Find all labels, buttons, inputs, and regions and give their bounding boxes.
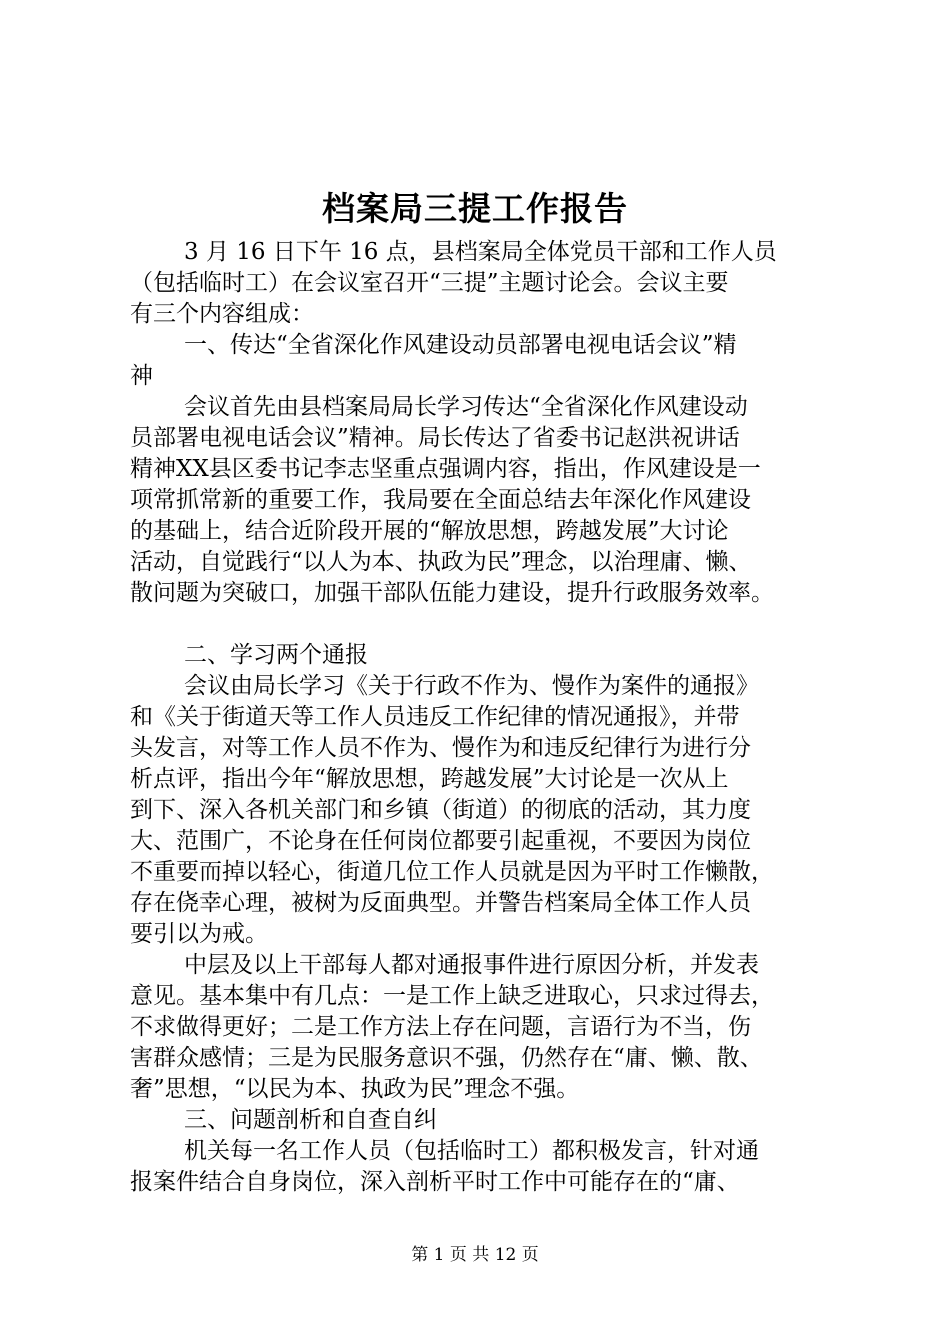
text-line: 要引以为戒。 xyxy=(130,921,268,947)
text-line: 三、问题剖析和自查自纠 xyxy=(184,1107,437,1133)
text-line: 有三个内容组成： xyxy=(130,301,314,327)
text-line: 不重要而掉以轻心，街道几位工作人员就是因为平时工作懒散， xyxy=(130,859,774,885)
text-line: 害群众感情；三是为民服务意识不强，仍然存在“庸、懒、散、 xyxy=(130,1045,763,1071)
text-line: 意见。基本集中有几点：一是工作上缺乏进取心，只求过得去， xyxy=(130,983,774,1009)
text-line: 项常抓常新的重要工作，我局要在全面总结去年深化作风建设 xyxy=(130,487,751,513)
text-line: 不求做得更好；二是工作方法上存在问题，言语行为不当，伤 xyxy=(130,1014,751,1040)
text-line: 3 月 16 日下午 16 点，县档案局全体党员干部和工作人员 xyxy=(184,239,777,265)
text-line: 精神XX县区委书记李志坚重点强调内容，指出，作风建设是一 xyxy=(130,456,761,482)
text-line: 活动，自觉践行“以人为本、执政为民”理念，以治理庸、懒、 xyxy=(130,549,752,575)
text-line: 析点评，指出今年“解放思想，跨越发展”大讨论是一次从上 xyxy=(130,766,729,792)
page-footer: 第 1 页 共 12 页 xyxy=(411,1245,539,1265)
blank-line xyxy=(130,609,830,640)
document-title: 档案局三提工作报告 xyxy=(322,189,628,228)
document-body xyxy=(130,237,830,1198)
text-line: 奢”思想，“以民为本、执政为民”理念不强。 xyxy=(130,1076,580,1102)
text-line: 一、传达“全省深化作风建设动员部署电视电话会议”精 xyxy=(184,332,737,358)
text-line: 中层及以上干部每人都对通报事件进行原因分析，并发表 xyxy=(184,952,759,978)
text-line: 会议由局长学习《关于行政不作为、慢作为案件的通报》 xyxy=(184,673,759,699)
text-line: 散问题为突破口，加强干部队伍能力建设，提升行政服务效率。 xyxy=(130,580,774,606)
text-line: 大、范围广，不论身在任何岗位都要引起重视，不要因为岗位 xyxy=(130,828,751,854)
text-line: 机关每一名工作人员（包括临时工）都积极发言，针对通 xyxy=(184,1138,759,1164)
text-line: 会议首先由县档案局局长学习传达“全省深化作风建设动 xyxy=(184,394,748,420)
text-line: 和《关于街道天等工作人员违反工作纪律的情况通报》，并带 xyxy=(130,704,740,730)
text-line: 头发言，对等工作人员不作为、慢作为和违反纪律行为进行分 xyxy=(130,735,751,761)
text-line: 到下、深入各机关部门和乡镇（街道）的彻底的活动，其力度 xyxy=(130,797,751,823)
text-line: （包括临时工）在会议室召开“三提”主题讨论会。会议主要 xyxy=(130,270,729,296)
text-line: 的基础上，结合近阶段开展的“解放思想，跨越发展”大讨论 xyxy=(130,518,729,544)
text-line: 存在侥幸心理，被树为反面典型。并警告档案局全体工作人员 xyxy=(130,890,751,916)
text-line: 员部署电视电话会议”精神。局长传达了省委书记赵洪祝讲话 xyxy=(130,425,740,451)
text-line: 神 xyxy=(130,363,153,389)
text-line: 二、学习两个通报 xyxy=(184,642,368,668)
text-line: 报案件结合自身岗位，深入剖析平时工作中可能存在的“庸、 xyxy=(130,1169,740,1195)
